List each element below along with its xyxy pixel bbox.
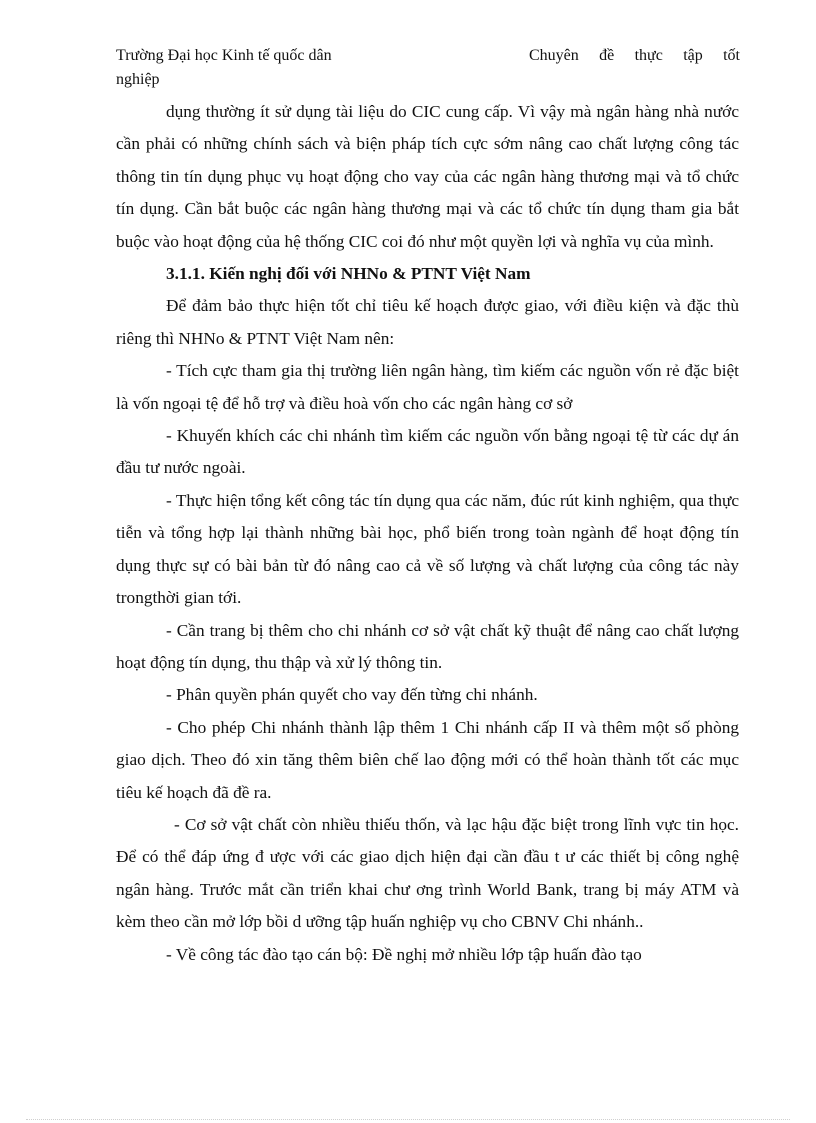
list-item-infrastructure: - Cơ sở vật chất còn nhiều thiếu thốn, và lạc hậu đặc biệt trong lĩnh vực tin học. Để có thể đáp ứng đ ược với các giao dịch hiện đại cần đầu t ư các thiết bị công nghệ ngân hàng. Trước mắt cần triển khai chư ơng trình World Bank, trang bị máy ATM và kèm theo cần mở lớp bồi d ưỡng tập huấn nghiệp vụ cho CBNV Chi nhánh.. (116, 814, 739, 932)
header-report-title-continuation: nghiệp (116, 71, 160, 88)
paragraph-cic: dụng thường ít sử dụng tài liệu do CIC cung cấp. Vì vậy mà ngân hàng nhà nước cần phải có những chính sách và biện pháp tích cực sớm nâng cao chất lượng công tác thông tin tín dụng phục vụ hoạt động cho vay của các ngân hàng thương mại và tổ chức tín dụng. Cần bắt buộc các ngân hàng thương mại và các tổ chức tín dụng tham gia bắt buộc vào hoạt động của hệ thống CIC coi đó như một quyền lợi và nghĩa vụ của mình. (116, 102, 739, 251)
list-item-foreign-capital: - Khuyến khích các chi nhánh tìm kiếm các nguồn vốn bằng ngoại tệ từ các dự án đầu tư nước ngoài. (116, 426, 739, 478)
header-report-title: Chuyên đề thực tập tốt (529, 47, 740, 64)
page-bottom-divider (26, 1119, 790, 1120)
section-heading: 3.1.1. Kiến nghị đối với NHNo & PTNT Việt Nam (166, 264, 531, 284)
list-item-interbank: - Tích cực tham gia thị trường liên ngân hàng, tìm kiếm các nguồn vốn rẻ đặc biệt là vốn ngoại tệ để hỗ trợ và điều hoà vốn cho các ngân hàng cơ sở (116, 361, 739, 413)
list-item-equipment: - Cần trang bị thêm cho chi nhánh cơ sở vật chất kỹ thuật để nâng cao chất lượng hoạt động tín dụng, thu thập và xử lý thông tin. (116, 620, 739, 672)
list-item-branches: - Cho phép Chi nhánh thành lập thêm 1 Chi nhánh cấp II và thêm một số phòng giao dịch. Theo đó xin tăng thêm biên chế lao động mới có thể hoàn thành tốt các mục tiêu kế hoạch đã đề ra. (116, 717, 739, 802)
document-body (116, 96, 739, 971)
paragraph-intro: Để đảm bảo thực hiện tốt chỉ tiêu kế hoạch được giao, với điều kiện và đặc thù riêng thì NHNo & PTNT Việt Nam nên: (116, 296, 739, 348)
list-item-review: - Thực hiện tổng kết công tác tín dụng qua các năm, đúc rút kinh nghiệm, qua thực tiễn và tổng hợp lại thành những bài học, phổ biến trong toàn ngành để hoạt động tín dụng thực sự có bài bản từ đó nâng cao cả về số lượng và chất lượng của công tác này trongthời gian tới. (116, 490, 739, 608)
list-item-training: - Về công tác đào tạo cán bộ: Đề nghị mở nhiều lớp tập huấn đào tạo (166, 944, 642, 964)
header-university: Trường Đại học Kinh tế quốc dân (116, 47, 332, 64)
list-item-authority: - Phân quyền phán quyết cho vay đến từng chi nhánh. (166, 685, 538, 705)
